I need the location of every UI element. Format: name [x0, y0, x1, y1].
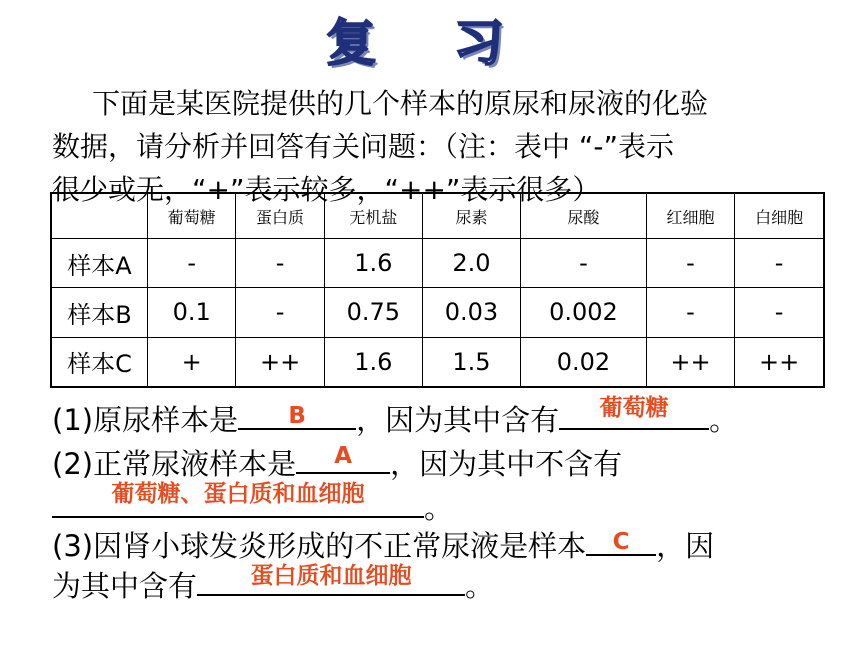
table-cell: -: [148, 239, 236, 288]
table-cell: -: [735, 288, 824, 337]
table-cell: -: [735, 239, 824, 288]
table-cell: -: [236, 288, 324, 337]
slide-title: 复 习: [326, 14, 534, 72]
answer-q2-sample: A: [334, 443, 352, 469]
table-header-cell: 无机盐: [324, 193, 422, 239]
table-cell: 0.03: [422, 288, 520, 337]
intro-line-1: 下面是某医院提供的几个样本的原尿和尿液的化验: [92, 87, 709, 120]
table-header-cell: 葡萄糖: [148, 193, 236, 239]
question-2-suffix: 。: [424, 491, 454, 525]
question-3-line2-prefix: 为其中含有: [52, 569, 198, 603]
table-cell: 0.75: [324, 288, 422, 337]
answer-q1-sample: B: [288, 403, 306, 429]
table-header-cell: 白细胞: [735, 193, 824, 239]
lab-data-table: [50, 192, 825, 388]
table-cell: 0.1: [148, 288, 236, 337]
table-cell: -: [521, 239, 647, 288]
table-cell: 0.02: [521, 337, 647, 387]
answer-q3-reason: 蛋白质和血细胞: [250, 563, 412, 589]
question-1-middle: ，因为其中含有: [356, 403, 560, 437]
table-header-cell: [51, 193, 148, 239]
intro-line-3: 很少或无，“+”表示较多，“++”表示很多）: [52, 173, 601, 206]
table-cell: 2.0: [422, 239, 520, 288]
answer-q2-reason: 葡萄糖、蛋白质和血细胞: [111, 481, 365, 507]
table-row: [51, 337, 824, 387]
question-1-prefix: (1)原尿样本是: [52, 403, 239, 437]
answer-blank-2b: [52, 481, 424, 518]
table-row: [51, 239, 824, 288]
question-3-suffix: 。: [465, 569, 495, 603]
table-cell: 1.6: [324, 239, 422, 288]
row-label: 样本A: [51, 239, 148, 288]
table-header-cell: 尿酸: [521, 193, 647, 239]
answer-q3-sample: C: [612, 529, 630, 555]
answer-q1-reason: 葡萄糖: [599, 395, 669, 421]
question-1: [52, 396, 738, 440]
question-1-suffix: 。: [709, 403, 739, 437]
table-cell: +: [148, 337, 236, 387]
row-label: 样本B: [51, 288, 148, 337]
table-cell: ++: [646, 337, 734, 387]
answer-blank-3a: [586, 522, 656, 556]
table-header-cell: 红细胞: [646, 193, 734, 239]
intro-line-2: 数据，请分析并回答有关问题：（注：表中 “-”表示: [52, 130, 675, 163]
answer-blank-1b: [559, 396, 709, 430]
table-cell: ++: [236, 337, 324, 387]
question-3-prefix: (3)因肾小球发炎形成的不正常尿液是样本: [52, 529, 587, 563]
table-row: [51, 288, 824, 337]
answer-blank-1a: [238, 396, 356, 430]
question-3-line-2: [52, 562, 494, 606]
table-cell: 0.002: [521, 288, 647, 337]
table-cell: -: [646, 288, 734, 337]
question-2-prefix: (2)正常尿液样本是: [52, 447, 297, 481]
answer-blank-2a: [296, 440, 390, 474]
table-header-cell: 尿素: [422, 193, 520, 239]
question-3-middle: ，因: [656, 529, 715, 563]
table-header-cell: 蛋白质: [236, 193, 324, 239]
answer-blank-3b: [197, 562, 465, 596]
table-cell: -: [236, 239, 324, 288]
table-cell: 1.6: [324, 337, 422, 387]
row-label: 样本C: [51, 337, 148, 387]
question-2-middle: ，因为其中不含有: [390, 447, 623, 481]
table-cell: 1.5: [422, 337, 520, 387]
table-cell: ++: [735, 337, 824, 387]
table-header-row: [51, 193, 824, 239]
table-cell: -: [646, 239, 734, 288]
